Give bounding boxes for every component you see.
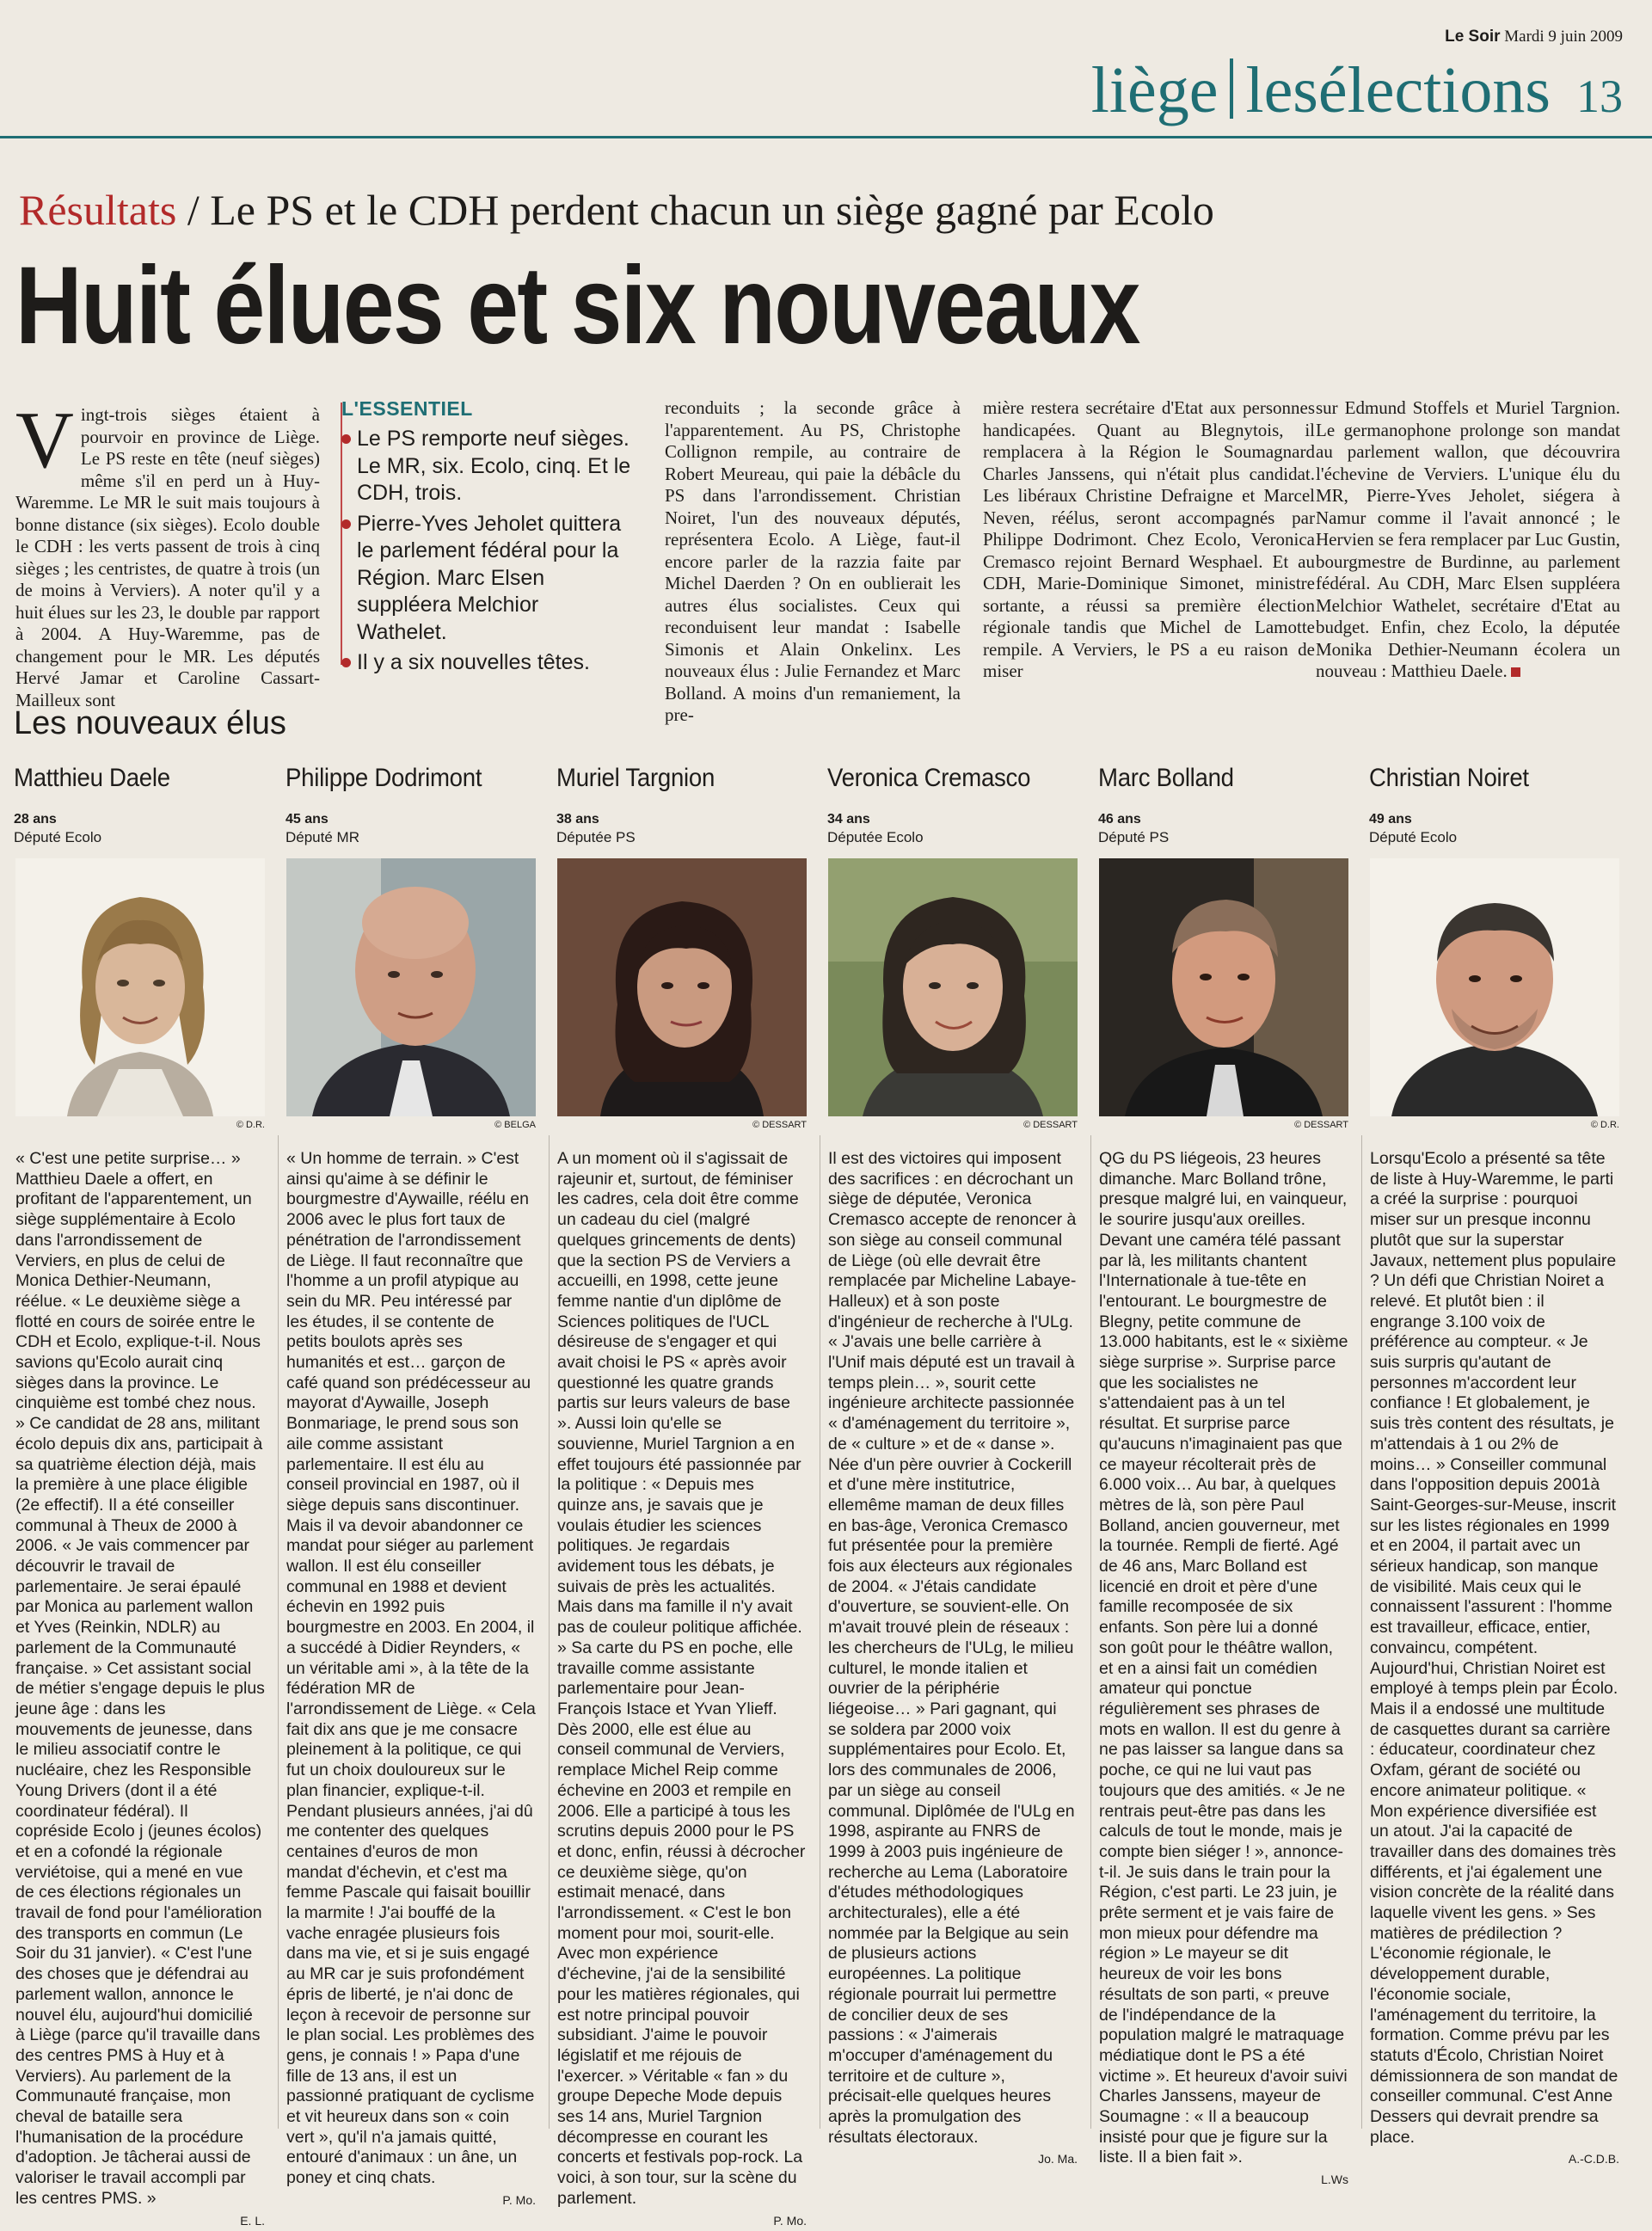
lead-column-4: [1316, 397, 1620, 683]
masthead-meta: [1445, 28, 1623, 46]
section-name: lesélections: [1245, 54, 1551, 126]
lead-column-3: mière restera secrétaire d'Etat aux personnes handicapées. Quant au Blegnytois, il remplacera à la Région le Soumagnard Charles Janssens, qui n'était plus candidat. Les libéraux Christine Defraigne et Marcel Neven, réélus, seront accompagnés par Philippe Dodrimont. Chez Ecolo, Veronica Cremasco rejoint Bernard Wesphael. Et au CDH, Marie-Dominique Simonet, ministre sortante, a réussi sa première élection régionale tandis que Michel de Lamotte rempile. A Verviers, le PS a eu raison de miser: [983, 397, 1315, 681]
bullet-icon: [341, 658, 351, 667]
list-heading: Les nouveaux élus: [14, 705, 286, 741]
person-header: [556, 764, 814, 846]
section-city: liège: [1090, 54, 1219, 126]
person-bio: [1370, 1149, 1619, 2170]
kicker: [19, 185, 1214, 235]
author-signature: Jo. Ma.: [1038, 2152, 1078, 2166]
kicker-label: Résultats: [19, 186, 177, 234]
person-role: Députée PS: [556, 829, 636, 845]
photo-credit: © BELGA: [494, 1120, 536, 1130]
bio-text: Lorsqu'Ecolo a présenté sa tête de liste à Huy-Waremme, le parti a créé la surprise : pourquoi miser sur un presque inconnu plutôt que sur la superstar Javaux, nettement plus populaire ? Un défi que Christian Noiret a relevé. Et plutôt bien : il engrange 3.100 voix de préférence au compteur. « Je suis surpris qu'autant de personnes m'accordent leur confiance ! Et globalement, je suis très content des résultats, je m'attendais à 1 ou 2% de moins… » Conseiller communal dans l'opposition depuis 2001à Saint-Georges-sur-Meuse, inscrit sur les listes régionales en 1999 et en 2004, il partait avec un sérieux handicap, son manque de visibilité. Mais ceux qui le connaissent l'assurent : l'homme est travailleur, efficace, entier, convaincu, compétent. Aujourd'hui, Christian Noiret est employé à temps plein par Écolo. Mais il a endossé une multitude de casquettes durant sa carrière : éducateur, coordinateur chez Oxfam, gérant de société ou encore animateur politique. « Mon expérience diversifiée est un atout. J'ai la capacité de travailler dans des domaines très différents, et j'ai également une vision concrète de la réalité dans laquelle vivent les gens. » Ses matières de prédilection ? L'économie régionale, le développement durable, l'économie sociale, l'aménagement du territoire, la formation. Comme prévu par les statuts d'Écolo, Christian Noiret démissionnera de son mandat de conseiller communal. C'est Anne Dessers qui devrait prendre sa place.: [1370, 1149, 1618, 2147]
bio-text: « Un homme de terrain. » C'est ainsi qu'aime à se définir le bourgmestre d'Aywaille, réélu en 2006 avec le plus fort taux de pénétration de l'arrondissement de Liège. Il faut reconnaître que l'homme a un profil atypique au sein du MR. Peu intéressé par les études, il se contente de petits boulots après ses humanités et est… garçon de café quand son prédécesseur au mayorat d'Aywaille, Joseph Bonmariage, le prend sous son aile comme assistant parlementaire. Il est élu au conseil provincial en 1987, où il siège depuis sans discontinuer. Mais il va devoir abandonner ce mandat pour siéger au parlement wallon. Il est élu conseiller communal en 1988 et devient échevin en 1992 puis bourgmestre en 2003. En 2004, il a succédé à Didier Reynders, « un véritable ami », à la tête de la fédération MR de l'arrondissement de Liège. « Cela fait dix ans que je me consacre pleinement à la politique, ce qui fut un choix douloureux sur le plan financier, explique-t-il. Pendant plusieurs années, j'ai dû me contenter des quelques centaines d'euros de mon mandat d'échevin, et c'est ma femme Pascale qui faisait bouillir la marmite ! J'ai bouffé de la vache enragée plusieurs fois dans ma vie, et si je suis engagé au MR car je suis profondément épris de liberté, je n'ai donc de leçon à recevoir de personne sur le plan social. Les problèmes des gens, je connais ! » Papa d'une fille de 13 ans, il est un passionné pratiquant de cyclisme et vit heureux dans son « coin vert », qu'il n'a jamais quitté, entouré d'animaux : un âne, un poney et cinq chats.: [286, 1149, 536, 2188]
author-signature: L.Ws: [1321, 2173, 1348, 2187]
person-name: Veronica Cremasco: [827, 764, 1031, 792]
person-bio: [1099, 1149, 1348, 2191]
photo-credit: © D.R.: [1590, 1120, 1619, 1130]
essentiel-item: [341, 649, 634, 677]
photo-credit: © DESSART: [1023, 1120, 1078, 1130]
portrait-dodrimont: [286, 858, 536, 1116]
portrait-daele: [15, 858, 265, 1116]
person-bio: [828, 1149, 1078, 2170]
person-role: Député PS: [1098, 829, 1170, 845]
person-role: Député Ecolo: [1369, 829, 1458, 845]
portrait-bolland: [1099, 858, 1348, 1116]
person-role: Députée Ecolo: [827, 829, 924, 845]
portrait-noiret: [1370, 858, 1619, 1116]
photo-credit: © D.R.: [236, 1120, 265, 1130]
person-name: Marc Bolland: [1098, 764, 1234, 792]
essentiel-box: [341, 397, 634, 680]
headline: Huit élues et six nouveaux: [15, 244, 1139, 367]
paper-name: Le Soir: [1445, 28, 1501, 46]
lead-text-1: ingt-trois sièges étaient à pourvoir en province de Liège. Le PS reste en tête (neuf sièges) même s'il en perd un à Huy-Waremme. Le MR le suit mais toujours à bonne distance (six sièges). Ecolo double le CDH : les verts passent de trois à cinq sièges ; les centristes, de quatre à trois (un de moins à Verviers). A noter qu'il y a huit élues sur les 23, le double par rapport à 2004. A Huy-Waremme, pas de changement pour le MR. Les députés Hervé Jamar et Caroline Cassart-Mailleux sont: [15, 404, 320, 710]
bullet-icon: [341, 519, 351, 529]
author-signature: A.-C.D.B.: [1568, 2152, 1619, 2166]
lead-column-1: [15, 396, 320, 711]
author-signature: P. Mo.: [502, 2192, 536, 2207]
end-mark-icon: [1511, 667, 1520, 677]
portrait-photo: [15, 858, 265, 1116]
essentiel-item-text: Pierre-Yves Jeholet quittera le parlement fédéral pour la Région. Marc Elsen suppléera Melchior Wathelet.: [357, 511, 622, 644]
section-header: [1091, 52, 1623, 128]
person-bio: [15, 1149, 265, 2231]
person-header: [286, 764, 544, 846]
author-signature: P. Mo.: [773, 2213, 807, 2228]
column-divider: [1090, 1135, 1091, 2129]
essentiel-title: L'ESSENTIEL: [341, 397, 473, 420]
section-divider: [1230, 58, 1233, 119]
person-bio: [557, 1149, 807, 2231]
drop-cap: V: [15, 396, 74, 485]
portrait-cremasco: [828, 858, 1078, 1116]
essentiel-item-text: Il y a six nouvelles têtes.: [357, 650, 590, 674]
portrait-photo: [1099, 858, 1348, 1116]
kicker-separator: /: [187, 186, 200, 234]
person-header: [1369, 764, 1627, 846]
portrait-targnion: [557, 858, 807, 1116]
lead-column-2: reconduits ; la seconde grâce à l'apparentement. Au PS, Christophe Collignon rempile, au contraire de Robert Meureau, qui paie la débâcle du PS dans l'arrondissement. Christian Noiret, l'un des nouveaux députés, représentera Ecolo. A Liège, faut-il encore parler de la razzia faite par Michel Daerden ? On en oublierait les autres élus socialistes. Ceux qui reconduisent leur mandat : Isabelle Simonis et Alain Onkelinx. Les nouveaux élus : Julie Fernandez et Marc Bolland. A moins d'un remaniement, la pre-: [665, 397, 961, 725]
person-name: Christian Noiret: [1369, 764, 1529, 792]
person-name: Matthieu Daele: [14, 764, 170, 792]
person-header: [827, 764, 1085, 846]
person-name: Muriel Targnion: [556, 764, 715, 792]
person-age: 45 ans: [286, 812, 329, 827]
bio-text: Il est des victoires qui imposent des sacrifices : en décrochant un siège de députée, Veronica Cremasco accepte de renoncer à son siège au conseil communal de Liège (où elle devrait être remplacée par Micheline Labaye-Halleux) et à son poste d'ingénieur de recherche à l'ULg. « J'avais une belle carrière à l'Unif mais député est un travail à temps plein… », sourit cette ingénieure architecte passionnée « d'aménagement du territoire », de « culture » et de « danse ». Née d'un père ouvrier à Cockerill et d'une mère institutrice, ellemême maman de deux filles en bas-âge, Veronica Cremasco fut présentée pour la première fois aux électeurs aux régionales de 2004. « J'étais candidate d'ouverture, se souvient-elle. On m'avait trouvé plein de réseaux : les chercheurs de l'ULg, le milieu culturel, le monde italien et ouvrier de la périphérie liégeoise… » Pari gagnant, qui se soldera par 2000 voix supplémentaires pour Ecolo. Et, lors des communales de 2006, par un siège au conseil communal. Diplômée de l'ULg en 1998, aspirante au FNRS de 1999 à 2003 puis ingénieure de recherche au Lema (Laboratoire d'études méthodologiques architecturales), elle a été nommée par la Belgique au sein de plusieurs actions européennes. La politique régionale pourrait lui permettre de concilier deux de ses passions : « J'aimerais m'occuper d'aménagement du territoire et de culture », précisait-elle quelques heures après la promulgation des résultats électoraux.: [828, 1149, 1077, 2147]
column-divider: [1361, 1135, 1362, 2129]
portrait-photo: [286, 858, 536, 1116]
bio-text: A un moment où il s'agissait de rajeunir et, surtout, de féminiser les cadres, cela doit être comme un cadeau du ciel (malgré quelques grincements de dents) que la section PS de Verviers a accueilli, en 1998, cette jeune femme nantie d'un diplôme de Sciences politiques de l'UCL désireuse de s'engager et qui avait choisi le PS « après avoir questionné les quatre grands partis sur leurs valeurs de base ». Aussi loin qu'elle se souvienne, Muriel Targnion a en effet toujours été passionnée par la politique : « Depuis mes quinze ans, je savais que je voulais étudier les sciences politiques. Je regardais avidement tous les débats, je suivais de près les actualités. Mais dans ma famille il n'y avait pas de couleur politique affichée. » Sa carte du PS en poche, elle travaille comme assistante parlementaire pour Jean-François Istace et Yvan Ylieff. Dès 2000, elle est élue au conseil communal de Verviers, remplace Michel Reip comme échevine en 2003 et rempile en 2006. Elle a participé à tous les scrutins depuis 2000 pour le PS et donc, enfin, réussi à décrocher ce deuxième siège, qu'on estimait menacé, dans l'arrondissement. « C'est le bon moment pour moi, sourit-elle. Avec mon expérience d'échevine, j'ai de la sensibilité pour les matières régionales, qui est notre principal pouvoir subsidiant. J'aime le pouvoir législatif et me réjouis de l'exercer. » Véritable « fan » du groupe Depeche Mode depuis ses 14 ans, Muriel Targnion décompresse en courant les concerts et festivals pop-rock. La voici, à son tour, sur la scène du parlement.: [557, 1149, 806, 2208]
page-number: 13: [1576, 71, 1623, 122]
person-bio: [286, 1149, 536, 2211]
kicker-text: Le PS et le CDH perdent chacun un siège gagné par Ecolo: [210, 186, 1214, 234]
essentiel-item: [341, 426, 634, 507]
person-name: Philippe Dodrimont: [286, 764, 482, 792]
column-divider: [278, 1135, 279, 2129]
person-age: 34 ans: [827, 812, 870, 827]
bio-text: « C'est une petite surprise… » Matthieu Daele a offert, en profitant de l'apparentement, un siège supplémentaire à Ecolo dans l'arrondissement de Verviers, en plus de celui de Monica Dethier-Neumann, réélue. « Le deuxième siège a flotté en cours de soirée entre le CDH et Ecolo, explique-t-il. Nous savions qu'Ecolo aurait cinq sièges dans la province. Le cinquième est tombé chez nous. » Ce candidat de 28 ans, militant écolo depuis dix ans, participait à sa quatrième élection déjà, mais la première à une place éligible (2e effectif). Il a été conseiller communal à Theux de 2000 à 2006. « Je vais commencer par découvrir le travail de parlementaire. Je serai épaulé par Monica au parlement wallon et Yves (Reinkin, NDLR) au parlement de la Communauté française. » Cet assistant social de métier s'engage depuis le plus jeune âge : dans les mouvements de jeunesse, dans le milieu associatif contre le nucléaire, chez les Responsible Young Drivers (dont il a été coordinateur fédéral). Il copréside Ecolo j (jeunes écolos) et en a cofondé la régionale verviétoise, qui a mené en vue de ces élections régionales un travail de fond pour l'amélioration des transports en commun (Le Soir du 31 janvier). « C'est l'une des choses que je défendrai au parlement wallon, annonce le nouvel élu, aujourd'hui domicilié à Liège (parce qu'il travaille dans des centres PMS à Huy et à Verviers). Au parlement de la Communauté française, mon cheval de bataille sera l'humanisation de la procédure d'adoption. Je tâcherai aussi de valoriser le travail accompli par les centres PMS. »: [15, 1149, 265, 2208]
person-header: [1098, 764, 1356, 846]
bio-text: QG du PS liégeois, 23 heures dimanche. Marc Bolland trône, presque malgré lui, en vainqueur, le sourire jusqu'aux oreilles. Devant une caméra télé passant par là, les militants chantent l'Internationale à tue-tête en l'entourant. Le bourgmestre de Blegny, petite commune de 13.000 habitants, est le « sixième siège surprise ». Surprise parce que les socialistes ne s'attendaient pas à un tel résultat. Et surprise parce qu'aucuns n'imaginaient pas que ce mayeur récolterait près de 6.000 voix… Au bar, à quelques mètres de là, son père Paul Bolland, ancien gouverneur, met la tournée. Rempli de fierté. Agé de 46 ans, Marc Bolland est licencié en droit et père d'une famille recomposée de six enfants. Son père lui a donné son goût pour le théâtre wallon, et en a ainsi fait un comédien amateur qui ponctue régulièrement ses phrases de mots en wallon. Il est du genre à ne pas laisser sa langue dans sa poche, ce qui ne lui vaut pas toujours que des amitiés. « Je ne rentrais peut-être pas dans les calculs de tout le monde, mais je compte bien siéger ! », annonce-t-il. Je suis dans le train pour la Région, c'est parti. Le 23 juin, je prête serment et je vais faire de mon mieux pour défendre ma région » Le mayeur se dit heureux de voir les bons résultats de son parti, « preuve de l'indépendance de la population malgré le matraquage médiatique dont le PS a été victime ». Et heureux d'avoir suivi Charles Janssens, mayeur de Soumagne : « Il a beaucoup insisté pour que je figure sur la liste. Il a bien fait ».: [1099, 1149, 1348, 2167]
person-age: 28 ans: [14, 812, 57, 827]
person-age: 49 ans: [1369, 812, 1412, 827]
essentiel-item: [341, 511, 634, 647]
photo-credit: © DESSART: [1294, 1120, 1348, 1130]
person-role: Député MR: [286, 829, 359, 845]
portrait-photo: [828, 858, 1078, 1116]
header-rule: [0, 136, 1652, 138]
essentiel-item-text: Le PS remporte neuf sièges. Le MR, six. Ecolo, cinq. Et le CDH, trois.: [357, 427, 631, 505]
person-age: 46 ans: [1098, 812, 1141, 827]
person-role: Député Ecolo: [14, 829, 102, 845]
portrait-photo: [557, 858, 807, 1116]
bullet-icon: [341, 434, 351, 444]
issue-date: Mardi 9 juin 2009: [1504, 28, 1623, 46]
author-signature: E. L.: [240, 2213, 265, 2228]
portrait-photo: [1370, 858, 1619, 1116]
person-header: [14, 764, 272, 846]
photo-credit: © DESSART: [752, 1120, 807, 1130]
column-divider: [549, 1135, 550, 2129]
person-age: 38 ans: [556, 812, 599, 827]
lead-text-4: sur Edmund Stoffels et Muriel Targnion. Le germanophone prolonge son mandat au parlement wallon, que découvrira l'échevine de Verviers. L'unique élu du MR, Pierre-Yves Jeholet, siégera à Namur comme il l'avait annoncé ; le Hervien se fera remplacer par Luc Gustin, bourgmestre de Burdinne, au parlement fédéral. Au CDH, Marc Elsen suppléera Melchior Wathelet, secrétaire d'Etat au budget. Enfin, chez Ecolo, la députée Monika Dethier-Neumann écolera un nouveau : Matthieu Daele.: [1316, 397, 1620, 681]
